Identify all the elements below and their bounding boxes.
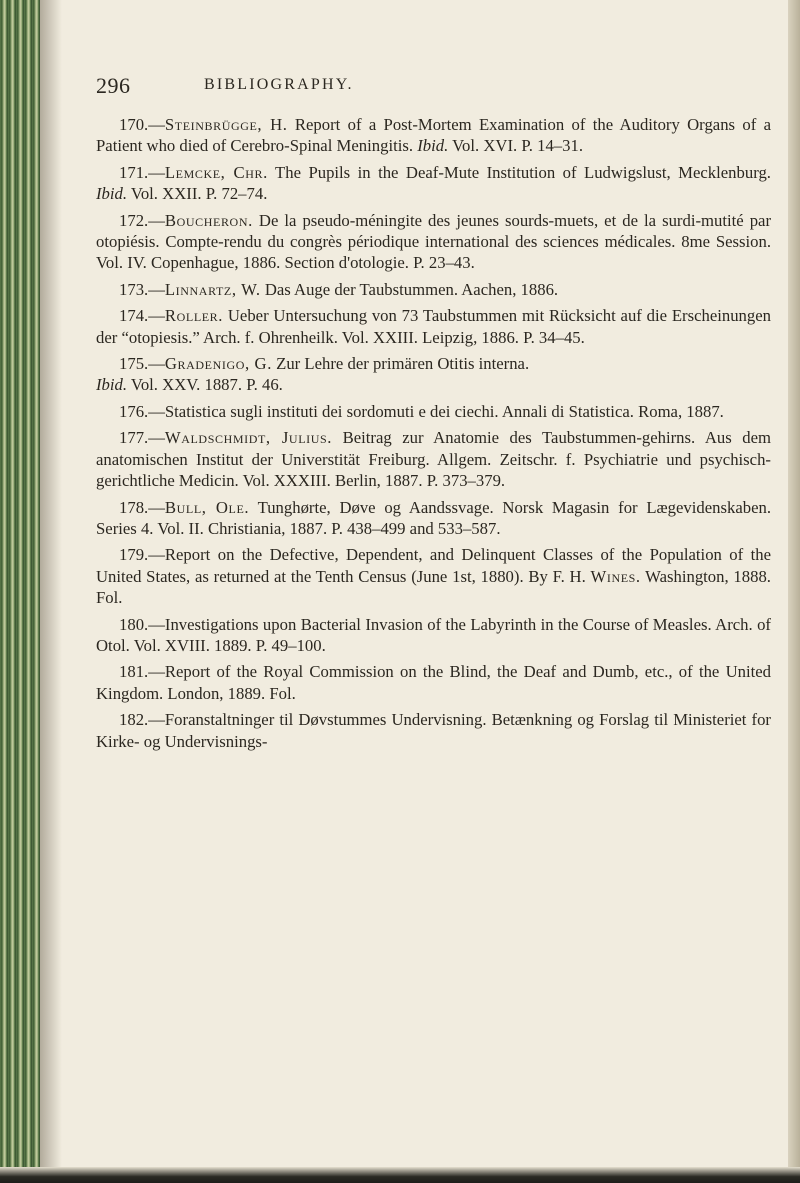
entry-text: Beitrag zur Anatomie des Taubstummen-gehirns. Aus dem anatomischen Institut der Universtität Freiburg. Allgem. Zeitschr. f. Psychiatrie und psychisch-gerichtliche Medicin. Vol. XXXIII. Berlin, 1887. P. 373–379. [96,428,771,491]
gutter-shadow [40,0,62,1183]
entry-text-tail: Vol. XXII. P. 72–74. [127,184,268,204]
page-header [96,73,716,103]
entry-text-tail: Vol. XVI. P. 14–31. [448,136,584,156]
entry-ibid: Ibid. [96,184,128,204]
bibliography-entry: 170.—Steinbrügge, H. Report of a Post-Mortem Examination of the Auditory Organs of a Patient who died of Cerebro-Spinal Meningitis. Ibid. Vol. XVI. P. 14–31. [96,115,771,156]
page-bottom-edge [0,1167,800,1183]
entry-number: 175. [119,354,149,374]
book-spine-edge [0,0,40,1183]
entry-text: Report of a Post-Mortem Examination of the Auditory Organs of a Patient who died of Cerebro-Spinal Meningitis. [96,115,771,156]
entry-author: Roller. [164,306,224,326]
entry-text: Das Auge der Taubstummen. Aachen, 1886. [260,279,559,299]
bibliography-entry: 172.—Boucheron. De la pseudo-méningite des jeunes sourds-muets, et de la surdi-mutité par otopiésis. Compte-rendu du congrès périodique international des sciences médicales. 8me Session. Vol. IV. Copenhague, 1886. Section d'otologie. P. 23–43. [96,210,771,273]
bibliography-entry: 180.—Investigations upon Bacterial Invasion of the Labyrinth in the Course of Measles. Arch. of Otol. Vol. XVIII. 1889. P. 49–100. [96,614,771,655]
entry-number: 174. [119,306,149,326]
entry-text: Report of the Royal Commission on the Blind, the Deaf and Dumb, etc., of the United Kingdom. London, 1889. Fol. [96,662,771,703]
page-number: 296 [96,73,131,98]
bibliography-entry: 181.—Report of the Royal Commission on the Blind, the Deaf and Dumb, etc., of the United Kingdom. London, 1889. Fol. [96,662,771,703]
bibliography-entry: 179.—Report on the Defective, Dependent, and Delinquent Classes of the Population of the United States, as returned at the Tenth Census (June 1st, 1880). By F. H. Wines. Washington, 1888. Fol. [96,545,771,608]
bibliography-list [96,114,771,757]
entry-ibid: Ibid. [417,136,449,156]
entry-text: Zur Lehre der primären Otitis interna. [271,354,530,374]
entry-text: De la pseudo-méningite des jeunes sourds-muets, et de la surdi-mutité par otopiésis. Compte-rendu du congrès périodique international des sciences médicales. 8me Session. Vol. IV. Copenhague, 1886. Section d'otologie. P. 23–43. [96,210,771,273]
entry-text-tail: Washington, 1888. Fol. [96,566,771,608]
entry-number: 180. [119,614,149,634]
entry-number: 181. [119,662,149,682]
entry-author: Linnartz, W. [164,279,261,299]
bibliography-entry: 175.—Gradenigo, G. Zur Lehre der primären Otitis interna. Ibid. Vol. XXV. 1887. P. 46. [96,354,530,395]
running-head: BIBLIOGRAPHY. [204,76,354,93]
entry-number: 173. [119,279,149,299]
entry-number: 182. [119,710,149,730]
entry-text: Foranstaltninger til Døvstummes Undervisning. Betænkning og Forslag til Ministeriet for Kirke- og Undervisnings- [96,710,771,751]
entry-ibid: Ibid. [96,375,128,395]
entry-text: The Pupils in the Deaf-Mute Institution of Ludwigslust, Mecklenburg. [267,162,771,182]
entry-author: Boucheron. [164,210,253,230]
entry-author: Bull, Ole. [164,497,250,517]
bibliography-entry: 178.—Bull, Ole. Tunghørte, Døve og Aandssvage. Norsk Magasin for Lægevidenskaben. Series 4. Vol. II. Christiania, 1887. P. 438–499 and 533–587. [96,497,772,538]
bibliography-entry: 174.—Roller. Ueber Untersuchung von 73 Taubstummen mit Rücksicht auf die Erscheinungen der “otopiesis.” Arch. f. Ohrenheilk. Vol. XXIII. Leipzig, 1886. P. 34–45. [96,306,771,347]
entry-number: 171. [119,162,149,182]
entry-author: Lemcke, Chr. [164,162,268,182]
bibliography-entry: 173.—Linnartz, W. Das Auge der Taubstummen. Aachen, 1886. [119,279,559,299]
entry-text: Investigations upon Bacterial Invasion of the Labyrinth in the Course of Measles. Arch. of Otol. Vol. XVIII. 1889. P. 49–100. [96,614,771,655]
entry-number: 178. [119,497,149,517]
entry-text-tail: Vol. XXV. 1887. P. 46. [127,375,283,395]
entry-author: Gradenigo, G. [164,354,272,374]
page-right-edge [788,0,800,1183]
bibliography-entry: 182.—Foranstaltninger til Døvstummes Undervisning. Betænkning og Forslag til Ministeriet for Kirke- og Undervisnings- [96,710,771,751]
entry-number: 172. [119,210,149,230]
entry-text: Statistica sugli instituti dei sordomuti e dei ciechi. Annali di Statistica. Roma, 1887. [164,401,724,421]
bibliography-entry: 171.—Lemcke, Chr. The Pupils in the Deaf-Mute Institution of Ludwigslust, Mecklenburg. Ibid. Vol. XXII. P. 72–74. [96,162,771,204]
entry-number: 179. [119,545,149,565]
entry-text: Ueber Untersuchung von 73 Taubstummen mit Rücksicht auf die Erscheinungen der “otopiesis.” Arch. f. Ohrenheilk. Vol. XXIII. Leipzig, 1886. P. 34–45. [96,306,771,347]
entry-number: 170. [119,115,149,134]
entry-text: Report on the Defective, Dependent, and Delinquent Classes of the Population of the United States, as returned at the Tenth Census (June 1st, 1880). By F. H. [96,545,771,586]
bibliography-entry: 176.—Statistica sugli instituti dei sordomuti e dei ciechi. Annali di Statistica. Roma, 1887. [119,401,724,421]
entry-author: Steinbrügge, H. [164,115,288,134]
entry-number: 177. [119,428,149,448]
entry-number: 176. [119,401,149,421]
entry-text: Tunghørte, Døve og Aandssvage. Norsk Magasin for Lægevidenskaben. Series 4. Vol. II. Christiania, 1887. P. 438–499 and 533–587. [96,497,772,538]
bibliography-entry: 177.—Waldschmidt, Julius. Beitrag zur Anatomie des Taubstummen-gehirns. Aus dem anatomischen Institut der Universtität Freiburg. Allgem. Zeitschr. f. Psychiatrie und psychisch-gerichtliche Medicin. Vol. XXXIII. Berlin, 1887. P. 373–379. [96,428,771,491]
entry-author: Waldschmidt, Julius. [164,428,333,448]
entry-author-inline: Wines. [590,566,641,586]
